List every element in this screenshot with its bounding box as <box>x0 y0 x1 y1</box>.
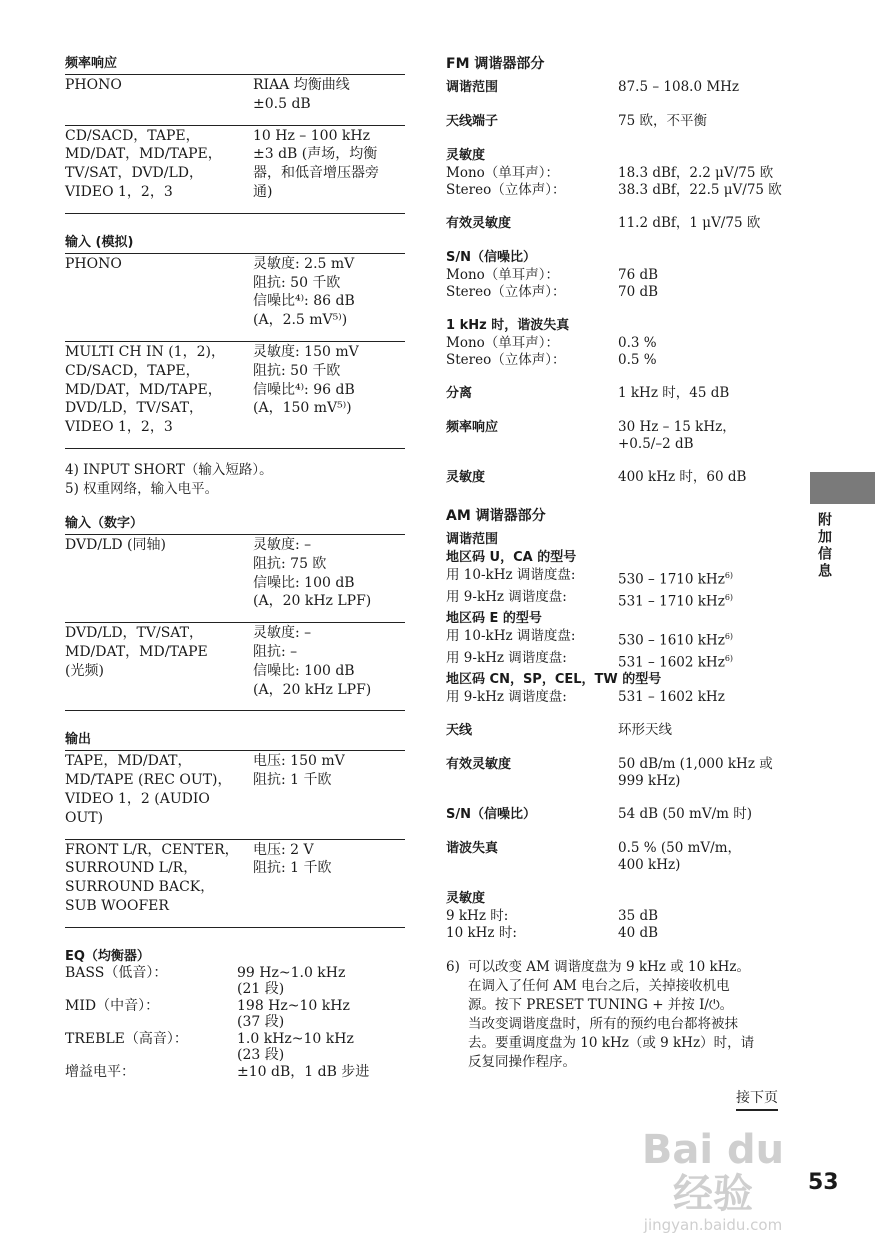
value-line: 400 kHz) <box>618 857 681 873</box>
pair-value-text: 38.3 dBf，22.5 μV/75 欧 <box>618 182 782 198</box>
section-title: 输出 <box>65 732 92 748</box>
footnote-ref: 6) <box>724 632 734 641</box>
spec-pair <box>446 352 791 369</box>
key-line: SURROUND L/R， <box>65 860 198 877</box>
spec-key <box>65 255 253 330</box>
divider <box>65 213 405 214</box>
spec-value <box>253 624 405 699</box>
spec-pairs <box>446 908 791 942</box>
pair-key: 9 kHz 时: <box>446 908 509 924</box>
value-line: (23 段) <box>237 1047 285 1064</box>
am-tuning-range <box>446 531 791 706</box>
value-line: 0.5 % (50 mV/m， <box>618 840 742 856</box>
spec-pair <box>446 567 791 589</box>
spec-label: 灵敏度 <box>446 470 486 485</box>
page-number: 53 <box>808 1170 839 1195</box>
spec-pairs <box>446 567 791 610</box>
spec-table <box>65 535 405 711</box>
value-line: 灵敏度: 2.5 mV <box>253 255 355 272</box>
spec-table <box>65 751 405 927</box>
spec-value <box>618 756 791 790</box>
spec-label: 有效灵敏度 <box>446 216 512 231</box>
fm-selectivity <box>446 469 791 487</box>
key-line: MD/DAT，MD/TAPE <box>65 643 208 660</box>
pair-value <box>618 689 791 706</box>
pair-key: 用 9-kHz 调谐度盘: <box>446 689 567 705</box>
eq-table <box>65 965 405 1081</box>
value-line: 电压: 2 V <box>253 841 314 858</box>
footnotes <box>65 461 405 499</box>
key-line: VIDEO 1，2，3 <box>65 183 173 200</box>
value-line: 99 Hz~1.0 kHz <box>237 964 346 981</box>
pair-key: Mono（单耳声）： <box>446 267 560 283</box>
section-title: 频率响应 <box>65 56 118 71</box>
side-tab-marker <box>810 472 875 504</box>
pair-value <box>618 182 791 199</box>
note-line: 当改变调谐度盘时，所有的预约电台都将被抹 <box>468 1016 738 1032</box>
fm-harmonic-distortion <box>446 317 791 369</box>
eq-row <box>65 998 405 1031</box>
eq-row <box>65 1064 405 1081</box>
value-line: 信噪比⁴⁾: 96 dB <box>253 381 355 398</box>
spec-label: 天线端子 <box>446 114 499 129</box>
spec-pair <box>446 182 791 199</box>
spec-pair <box>446 925 791 942</box>
pair-value <box>618 925 791 942</box>
section-title: 输入（数字） <box>65 515 144 531</box>
value-line: 阻抗: 50 千欧 <box>253 274 341 291</box>
input-digital-section <box>65 515 405 711</box>
baidu-watermark <box>618 1128 808 1234</box>
footnote-ref: 6) <box>724 592 734 602</box>
left-column <box>65 55 405 1080</box>
spec-label: S/N（信噪比） <box>446 807 536 822</box>
key-line: TAPE，MD/DAT， <box>65 753 192 770</box>
spec-table <box>65 75 405 214</box>
value-line: (21 段) <box>237 981 285 998</box>
divider <box>65 448 405 449</box>
value-line: 999 kHz) <box>618 773 681 789</box>
pair-value <box>618 335 791 352</box>
pair-value-text: 531 – 1602 kHz <box>618 689 725 705</box>
key-line: VIDEO 1，2 (AUDIO <box>65 790 210 807</box>
spec-value <box>253 752 405 827</box>
spec-key <box>65 343 253 437</box>
spec-label: 调谐范围 <box>446 80 499 95</box>
key-line: TV/SAT，DVD/LD， <box>65 165 203 182</box>
spec-row <box>65 535 405 622</box>
spec-value <box>253 343 405 437</box>
pair-value <box>618 589 791 611</box>
value-line: 阻抗: 50 千欧 <box>253 362 341 379</box>
spec-value: 54 dB (50 mV/m 时) <box>618 806 753 822</box>
key-line: (光频) <box>65 662 104 679</box>
spec-value: 87.5 – 108.0 MHz <box>618 79 740 95</box>
pair-value-text: 76 dB <box>618 267 659 283</box>
continue-next-page: 接下页 <box>736 1087 778 1111</box>
spec-row <box>65 254 405 341</box>
spec-key <box>65 841 253 916</box>
pair-value-text: 530 – 1710 kHz <box>618 571 725 588</box>
pair-value-text: 531 – 1710 kHz <box>618 593 725 609</box>
pair-key: Stereo（立体声）： <box>446 182 566 198</box>
note-line: 源。按下 PRESET TUNING + 并按 I/⏻。 <box>468 997 734 1013</box>
spec-value <box>253 841 405 916</box>
footnote-ref: 6) <box>724 653 734 663</box>
value-line: 50 dB/m (1,000 kHz 或 <box>618 756 773 772</box>
key-line: DVD/LD，TV/SAT， <box>65 625 203 642</box>
pair-value-text: 18.3 dBf，2.2 μV/75 欧 <box>618 165 774 181</box>
fm-frequency-response <box>446 419 791 453</box>
spec-value <box>618 840 791 874</box>
value-line: RIAA 均衡曲线 <box>253 77 350 93</box>
pair-key: 10 kHz 时: <box>446 925 517 941</box>
value-line: ±0.5 dB <box>253 95 311 112</box>
value-line: 灵敏度: – <box>253 536 312 553</box>
eq-row <box>65 1031 405 1064</box>
pair-value <box>618 567 791 589</box>
value-line: ±3 dB (声场，均衡 <box>253 146 378 163</box>
spec-pair <box>446 165 791 182</box>
spec-key <box>65 127 253 202</box>
spec-key <box>65 624 253 699</box>
spec-pair <box>446 908 791 925</box>
spec-pairs <box>446 689 791 706</box>
value-line: (A，2.5 mV⁵⁾) <box>253 312 348 329</box>
spec-label: S/N（信噪比） <box>446 250 536 265</box>
eq-band: BASS（低音）： <box>65 964 168 981</box>
note-line: 去。要重调度盘为 10 kHz（或 9 kHz）时，请 <box>468 1035 755 1051</box>
spec-pair <box>446 650 791 672</box>
eq-band: 增益电平： <box>65 1063 135 1080</box>
value-line: 阻抗: 1 千欧 <box>253 772 332 789</box>
spec-pair <box>446 335 791 352</box>
pair-value-text: 0.3 % <box>618 335 657 351</box>
input-analog-section <box>65 234 405 449</box>
value-line: 器，和低音增压器旁 <box>253 165 379 182</box>
spec-label: 1 kHz 时，谐波失真 <box>446 318 570 333</box>
value-line: (A，20 kHz LPF) <box>253 681 372 698</box>
value-line: 1.0 kHz~10 kHz <box>237 1030 354 1047</box>
pair-value-text: 35 dB <box>618 908 659 924</box>
am-sn-ratio <box>446 806 791 824</box>
pair-value-text: 0.5 % <box>618 352 657 368</box>
pair-value <box>618 267 791 284</box>
key-line: MD/TAPE (REC OUT)， <box>65 772 232 789</box>
pair-value-text: 531 – 1602 kHz <box>618 654 725 670</box>
value-line: 灵敏度: 150 mV <box>253 343 359 360</box>
spec-label: 谐波失真 <box>446 841 499 856</box>
spec-row <box>65 751 405 838</box>
spec-pairs <box>446 267 791 301</box>
eq-row <box>65 965 405 998</box>
pair-key: Stereo（立体声）： <box>446 352 566 368</box>
right-column <box>446 55 791 1072</box>
pair-value <box>618 165 791 182</box>
fm-sn-ratio <box>446 249 791 301</box>
spec-table <box>65 254 405 449</box>
divider <box>65 927 405 928</box>
pair-key: Mono（单耳声）： <box>446 335 560 351</box>
value-line: 198 Hz~10 kHz <box>237 997 350 1014</box>
footnote-text <box>468 958 791 1072</box>
am-usable-sensitivity <box>446 756 791 790</box>
spec-row <box>65 125 405 213</box>
watermark-logo: Bai du 经验 <box>641 1127 785 1217</box>
spec-row <box>65 75 405 125</box>
fm-separation <box>446 385 791 403</box>
spec-value: 75 欧，不平衡 <box>618 113 707 129</box>
spec-pair <box>446 589 791 611</box>
fm-section-title: FM 调谐器部分 <box>446 56 545 72</box>
value-line: 信噪比: 100 dB <box>253 574 355 591</box>
key-line: PHONO <box>65 255 122 272</box>
region-label: 地区码 U，CA 的型号 <box>446 550 577 565</box>
spec-value <box>253 76 405 114</box>
value-line: 通) <box>253 183 273 200</box>
note-line: 在调入了任何 AM 电台之后，关掉接收机电 <box>468 978 730 994</box>
value-line: 灵敏度: – <box>253 625 312 642</box>
pair-value <box>618 284 791 301</box>
spec-value: 1 kHz 时，45 dB <box>618 385 730 401</box>
spec-key <box>65 76 253 114</box>
fm-usable-sensitivity <box>446 215 791 233</box>
value-line: 信噪比: 100 dB <box>253 662 355 679</box>
pair-value-text: 70 dB <box>618 284 659 300</box>
am-selectivity <box>446 890 791 942</box>
spec-key <box>65 752 253 827</box>
eq-value <box>237 965 405 998</box>
fm-tuning-range <box>446 79 791 97</box>
pair-value-text: 530 – 1610 kHz <box>618 632 725 649</box>
freq-response-section <box>65 55 405 214</box>
footnote-5: 5) 权重网络，输入电平。 <box>65 480 219 497</box>
spec-value <box>253 536 405 611</box>
eq-band: TREBLE（高音）： <box>65 1030 188 1047</box>
spec-row <box>65 341 405 448</box>
key-line: DVD/LD，TV/SAT， <box>65 400 203 417</box>
value-line: 阻抗: 1 千欧 <box>253 860 332 877</box>
note-line: 可以改变 AM 调谐度盘为 9 kHz 或 10 kHz。 <box>468 959 751 975</box>
value-line: 信噪比⁴⁾: 86 dB <box>253 293 355 310</box>
key-line: CD/SACD，TAPE， <box>65 362 200 379</box>
spec-pair <box>446 267 791 284</box>
eq-band: MID（中音）： <box>65 997 160 1014</box>
spec-value <box>253 255 405 330</box>
spec-value <box>253 127 405 202</box>
key-line: DVD/LD (同轴) <box>65 536 166 553</box>
spec-pairs <box>446 165 791 199</box>
fm-antenna <box>446 113 791 131</box>
value-line: 10 Hz – 100 kHz <box>253 127 370 144</box>
key-line: PHONO <box>65 77 122 93</box>
key-line: SUB WOOFER <box>65 897 169 914</box>
pair-key: 用 9-kHz 调谐度盘: <box>446 588 567 605</box>
section-title: 输入 (模拟) <box>65 234 134 250</box>
spec-pair <box>446 284 791 301</box>
spec-label: 灵敏度 <box>446 148 486 163</box>
spec-row <box>65 622 405 710</box>
am-antenna <box>446 722 791 740</box>
pair-value <box>618 908 791 925</box>
value-line: (37 段) <box>237 1014 285 1031</box>
value-line: +0.5/–2 dB <box>618 436 694 452</box>
value-line: ±10 dB，1 dB 步进 <box>237 1063 370 1080</box>
spec-label: 分离 <box>446 386 473 401</box>
side-tab-label: 附加信息 <box>816 512 832 580</box>
spec-value: 环形天线 <box>618 722 672 738</box>
spec-key <box>65 536 253 611</box>
value-line: (A，20 kHz LPF) <box>253 593 372 610</box>
eq-section <box>65 948 405 1081</box>
footnote-4: 4) INPUT SHORT（输入短路）。 <box>65 461 273 478</box>
key-line: MD/DAT，MD/TAPE， <box>65 146 222 163</box>
fm-sensitivity <box>446 147 791 199</box>
spec-value <box>618 419 791 453</box>
key-line: MD/DAT，MD/TAPE， <box>65 381 222 398</box>
key-line: MULTI CH IN (1，2)， <box>65 343 225 360</box>
region-label: 地区码 CN，SP，CEL，TW 的型号 <box>446 672 662 687</box>
spec-pairs <box>446 335 791 369</box>
key-line: CD/SACD，TAPE， <box>65 127 200 144</box>
spec-label: 调谐范围 <box>446 532 499 547</box>
pair-key: Mono（单耳声）： <box>446 165 560 181</box>
spec-label: 频率响应 <box>446 420 499 435</box>
value-line: 30 Hz – 15 kHz， <box>618 419 736 435</box>
eq-value <box>237 998 405 1031</box>
note-line: 反复同操作程序。 <box>468 1054 576 1070</box>
pair-value <box>618 628 791 650</box>
pair-value <box>618 352 791 369</box>
value-line: 阻抗: – <box>253 643 298 660</box>
spec-row <box>65 839 405 927</box>
pair-key: 用 10-kHz 调谐度盘: <box>446 628 576 644</box>
pair-key: Stereo（立体声）： <box>446 284 566 300</box>
spec-label: 天线 <box>446 723 473 738</box>
key-line: SURROUND BACK， <box>65 879 215 896</box>
spec-value: 400 kHz 时，60 dB <box>618 469 747 485</box>
key-line: FRONT L/R，CENTER， <box>65 841 239 858</box>
spec-label: 有效灵敏度 <box>446 757 512 772</box>
region-label: 地区码 E 的型号 <box>446 611 542 626</box>
eq-value <box>237 1064 405 1081</box>
value-line: 阻抗: 75 欧 <box>253 555 327 572</box>
eq-value <box>237 1031 405 1064</box>
key-line: VIDEO 1，2，3 <box>65 419 173 436</box>
key-line: OUT) <box>65 809 104 826</box>
watermark-url: jingyan.baidu.com <box>643 1216 783 1234</box>
section-title: EQ（均衡器） <box>65 948 150 964</box>
value-line: (A，150 mV⁵⁾) <box>253 400 352 417</box>
am-harmonic-distortion <box>446 840 791 874</box>
spec-label: 灵敏度 <box>446 891 486 906</box>
footnote-6 <box>446 958 791 1072</box>
pair-key: 用 9-kHz 调谐度盘: <box>446 649 567 666</box>
pair-key: 用 10-kHz 调谐度盘: <box>446 567 576 583</box>
spec-value: 11.2 dBf，1 μV/75 欧 <box>618 215 761 231</box>
output-section <box>65 731 405 927</box>
footnote-number: 6) <box>446 959 460 975</box>
spec-pair <box>446 689 791 706</box>
spec-pairs <box>446 628 791 671</box>
divider <box>65 710 405 711</box>
value-line: 电压: 150 mV <box>253 753 345 770</box>
pair-value-text: 40 dB <box>618 925 659 941</box>
spec-pair <box>446 628 791 650</box>
footnote-ref: 6) <box>724 571 734 580</box>
am-section-title: AM 调谐器部分 <box>446 508 546 524</box>
pair-value <box>618 650 791 672</box>
